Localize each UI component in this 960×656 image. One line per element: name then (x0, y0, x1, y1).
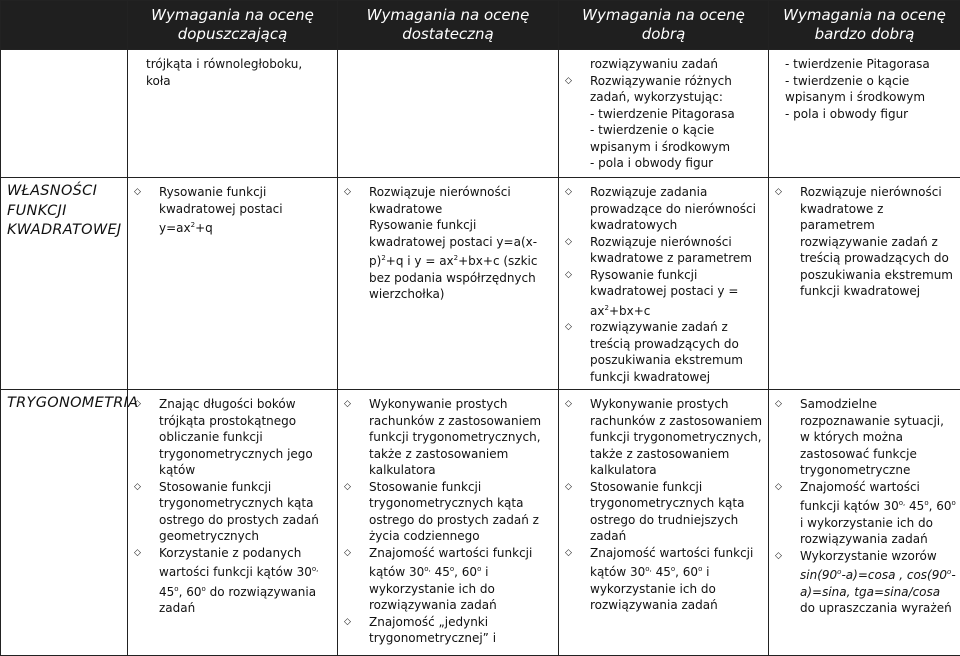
cell-dostateczna (338, 390, 559, 656)
list-item: Rysowanie funkcji kwadratowej postaci $y=a(x-p)^2+q$ i $y = ax^2+bx+c$ (szkic bez podania współrzędnych wierzchołka) (338, 217, 554, 303)
list-item: ◇ Znajomość wartości funkcji kątów $30^{o,}$ 45$^o$, 60$^o$ i wykorzystanie ich do rozwiązywania zadań (559, 545, 764, 614)
row-label-wlasnosci-funkcji: WŁASNOŚCI FUNKCJI KWADRATOWEJ (1, 178, 128, 390)
cell-dopuszczajaca (128, 390, 338, 656)
cell-dobra (559, 50, 769, 178)
cell-bardzo-dobra (769, 50, 960, 178)
header-dostateczna: Wymagania na ocenę dostateczną (338, 1, 559, 50)
list-item: ◇ Rozwiązuje nierówności kwadratowe z parametrem (559, 234, 764, 267)
list-item: ◇ Stosowanie funkcji trygonometrycznych kąta ostrego do prostych zadań z życia codziennego (338, 479, 554, 545)
header-empty (1, 1, 128, 50)
table-row-trygonometria (1, 390, 960, 656)
list-item: ◇ Wykorzystanie wzorów $\sin(90^o-a)=\cos a$ , $\cos(90^o-a)=\sin a$, tga=sina/cosa do upraszczania wyrażeń (769, 548, 956, 617)
list-item: ◇ Stosowanie funkcji trygonometrycznych kąta ostrego do prostych zadań geometrycznych (128, 479, 333, 545)
list-item: - twierdzenie Pitagorasa (785, 56, 956, 73)
header-dopuszczajaca: Wymagania na ocenę dopuszczającą (128, 1, 338, 50)
list-item: ◇ Znajomość wartości funkcji kątów $30^{o,}$ 45$^o$, 60$^o$ i wykorzystanie ich do rozwiązywania zadań (769, 479, 956, 548)
list-item: - pola i obwody figur (559, 155, 764, 172)
list-item: ◇ Rozwiązywanie różnych zadań, wykorzystując: (559, 73, 764, 106)
cell-dostateczna (338, 178, 559, 390)
header-row (1, 1, 960, 50)
row-label-trygonometria: TRYGONOMETRIA (1, 390, 128, 656)
list-item: ◇ Rozwiązuje nierówności kwadratowe z parametrem (769, 184, 956, 234)
cell-dopuszczajaca (128, 50, 338, 178)
list-item: ◇ Rysowanie funkcji kwadratowej postaci $y=ax^2+q$ (128, 184, 333, 237)
list-item: ◇ Rozwiązuje zadania prowadzące do nierówności kwadratowych (559, 184, 764, 234)
list-item: ◇ Samodzielne rozpoznawanie sytuacji, w których można zastosować funkcje trygonometryczne (769, 396, 956, 479)
list-item: ◇ Stosowanie funkcji trygonometrycznych kąta ostrego do trudniejszych zadań (559, 479, 764, 545)
list-item: ◇ Wykonywanie prostych rachunków z zastosowaniem funkcji trygonometrycznych, także z zastosowaniem kalkulatora (559, 396, 764, 479)
list-item: ◇ Rozwiązuje nierówności kwadratowe (338, 184, 554, 217)
cell-bardzo-dobra (769, 178, 960, 390)
row-label-empty (1, 50, 128, 178)
list-item: ◇ rozwiązywanie zadań z treścią prowadzących do poszukiwania ekstremum funkcji kwadratowej (559, 319, 764, 385)
list-item: ◇ Znając długości boków trójkąta prostokątnego obliczanie funkcji trygonometrycznych jego kątów (128, 396, 333, 479)
list-item: koła (146, 73, 333, 90)
cell-dobra (559, 390, 769, 656)
table-row-continuation (1, 50, 960, 178)
list-item: rozwiązywaniu zadań (559, 56, 764, 73)
header-dobra: Wymagania na ocenę dobrą (559, 1, 769, 50)
list-item: trójkąta i równoległoboku, (146, 56, 333, 73)
cell-dopuszczajaca (128, 178, 338, 390)
list-item: - twierdzenie o kącie wpisanym i środkowym (785, 73, 956, 106)
list-item: - twierdzenie o kącie wpisanym i środkowym (559, 122, 764, 155)
table-row-wlasnosci-funkcji (1, 178, 960, 390)
cell-bardzo-dobra (769, 390, 960, 656)
cell-dobra (559, 178, 769, 390)
list-item: - twierdzenie Pitagorasa (559, 106, 764, 123)
list-item: ◇ Wykonywanie prostych rachunków z zastosowaniem funkcji trygonometrycznych, także z zastosowaniem kalkulatora (338, 396, 554, 479)
header-bardzo-dobra: Wymagania na ocenę bardzo dobrą (769, 1, 960, 50)
cell-dostateczna (338, 50, 559, 178)
list-item: ◇ Znajomość wartości funkcji kątów $30^{o,}$ 45$^o$, 60$^o$ i wykorzystanie ich do rozwiązywania zadań (338, 545, 554, 614)
list-item: rozwiązywanie zadań z treścią prowadzących do poszukiwania ekstremum funkcji kwadratowej (769, 234, 956, 300)
list-item: - pola i obwody figur (785, 106, 956, 123)
list-item: ◇ Rysowanie funkcji kwadratowej postaci $y = ax^2+bx+c$ (559, 267, 764, 320)
list-item: ◇ Korzystanie z podanych wartości funkcji kątów $30^{o,}$ 45$^o$, 60$^o$ do rozwiązywania zadań (128, 545, 333, 617)
list-item: ◇ Znajomość „jedynki trygonometrycznej” i (338, 614, 554, 647)
